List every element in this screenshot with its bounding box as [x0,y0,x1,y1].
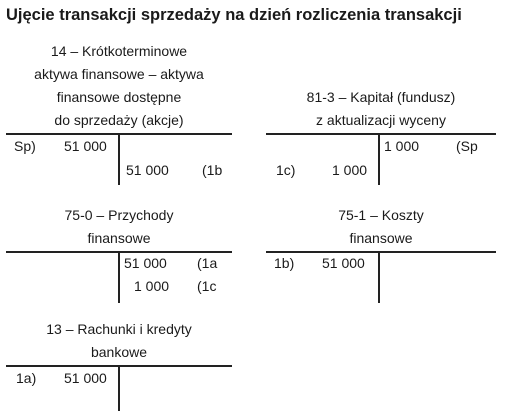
debit-entry-label: Sp) [14,138,36,154]
credit-entry-amount: 1 000 [134,278,170,294]
debit-entry-amount: 51 000 [322,255,365,271]
account-name-line: finansowe [87,230,151,246]
account-name-line: 13 – Rachunki i kredyty [46,321,192,337]
t-account-13 [6,318,232,418]
account-top-rule [266,133,496,135]
account-name-line: 75-1 – Koszty [338,207,424,223]
t-account-75-0 [6,204,232,304]
page-title: Ujęcie transakcji sprzedaży na dzień rozliczenia transakcji [6,6,462,24]
debit-entry-amount: 51 000 [64,138,107,154]
account-divider [378,133,380,185]
debit-entry-label: 1c) [276,162,296,178]
account-divider [118,365,120,411]
account-divider [118,251,120,303]
credit-entry-amount: 51 000 [126,162,169,178]
account-divider [118,133,120,185]
credit-entry-label: (1c [197,278,217,294]
t-account-75-1 [266,204,496,304]
account-name-line: finansowe [349,230,413,246]
credit-entry-amount: 1 000 [384,138,420,154]
credit-entry-label: (1a [197,255,218,271]
debit-entry-label: 1b) [274,255,295,271]
t-account-14 [6,40,232,190]
account-name-line: aktywa finansowe – aktywa [34,66,204,82]
account-name-line: z aktualizacji wyceny [316,112,446,128]
debit-entry-amount: 1 000 [332,162,368,178]
credit-entry-label: (1b [202,162,223,178]
account-top-rule [266,251,496,253]
account-divider [378,251,380,303]
t-account-81-3 [266,86,496,186]
debit-entry-label: 1a) [16,370,37,386]
account-name-line: bankowe [90,344,148,360]
credit-entry-amount: 51 000 [124,255,167,271]
account-name-line: 14 – Krótkoterminowe [50,43,188,59]
account-name-line: do sprzedaży (akcje) [54,112,184,128]
debit-entry-amount: 51 000 [64,370,107,386]
credit-entry-label: (Sp [456,138,478,154]
account-name-line: finansowe dostępne [56,89,182,105]
account-name-line: 81-3 – Kapitał (fundusz) [306,89,456,105]
account-name-line: 75-0 – Przychody [64,207,174,223]
